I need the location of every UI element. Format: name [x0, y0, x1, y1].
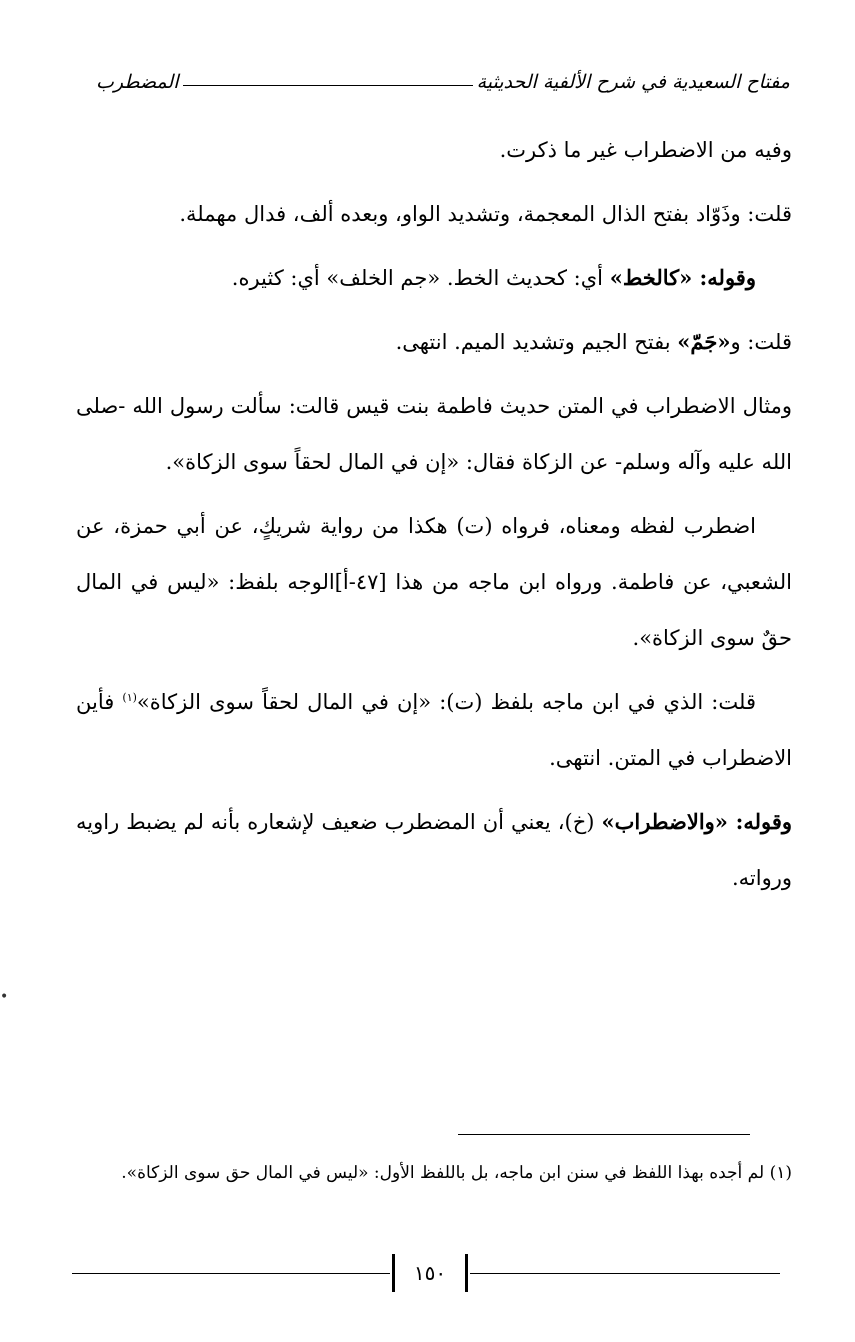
text-run: قلت: وذَوّاد بفتح الذال المعجمة، وتشديد الواو، وبعده ألف، فدال مهملة.	[179, 202, 792, 226]
page-number-rule-right	[470, 1273, 780, 1274]
text-run: قلت: و	[730, 330, 792, 354]
header-chapter-title: المضطرب	[96, 71, 179, 93]
text-run: أي: كحديث الخط. «جم الخلف» أي: كثيره.	[231, 266, 610, 290]
body-text	[76, 122, 792, 914]
text-run: ومثال الاضطراب في المتن حديث فاطمة بنت قيس قالت: سألت رسول الله -صلى الله عليه وآله وسلم- عن الزكاة فقال: «إن في المال لحقاً سوى الزكاة».	[76, 394, 792, 474]
paragraph	[76, 250, 792, 306]
paragraph	[76, 498, 792, 666]
page-number: ١٥٠	[392, 1254, 468, 1292]
paragraph	[76, 186, 792, 242]
header-book-title: مفتاح السعيدية في شرح الألفية الحديثية	[476, 71, 790, 93]
paragraph	[76, 794, 792, 906]
footnote-separator	[458, 1134, 750, 1135]
footnote-reference[interactable]: (١)	[122, 691, 137, 704]
paragraph	[76, 674, 792, 786]
text-run: بفتح الجيم وتشديد الميم. انتهى.	[395, 330, 678, 354]
text-run: فأين الاضطراب في المتن. انتهى.	[76, 690, 792, 770]
margin-mark: •	[0, 989, 9, 1005]
paragraph	[76, 378, 792, 490]
page-number-rule-left	[72, 1273, 390, 1274]
text-run: (خ)، يعني أن المضطرب ضعيف لإشعاره بأنه لم يضبط راويه ورواته.	[76, 810, 792, 890]
text-run: اضطرب لفظه ومعناه، فرواه (ت) هكذا من رواية شريكٍ، عن أبي حمزة، عن الشعبي، عن فاطمة. ورواه ابن ماجه من هذا [٤٧-أ]الوجه بلفظ: «ليس في المال حقٌ سوى الزكاة».	[76, 514, 792, 650]
bold-quote: وقوله: «كالخط»	[609, 265, 756, 290]
text-run: قلت: الذي في ابن ماجه بلفظ (ت): «إن في المال لحقاً سوى الزكاة»	[136, 690, 756, 714]
header-rule	[183, 85, 473, 86]
paragraph	[76, 314, 792, 370]
bold-quote: وقوله: «والاضطراب»	[601, 809, 793, 834]
footnote-text: (١) لم أجده بهذا اللفظ في سنن ابن ماجه، بل باللفظ الأول: «ليس في المال حق سوى الزكاة».	[121, 1163, 792, 1183]
running-header	[96, 64, 790, 100]
paragraph	[76, 122, 792, 178]
bold-quote: «جَمّ»	[677, 329, 731, 354]
footnote	[76, 1150, 792, 1196]
text-run: وفيه من الاضطراب غير ما ذكرت.	[499, 138, 792, 162]
